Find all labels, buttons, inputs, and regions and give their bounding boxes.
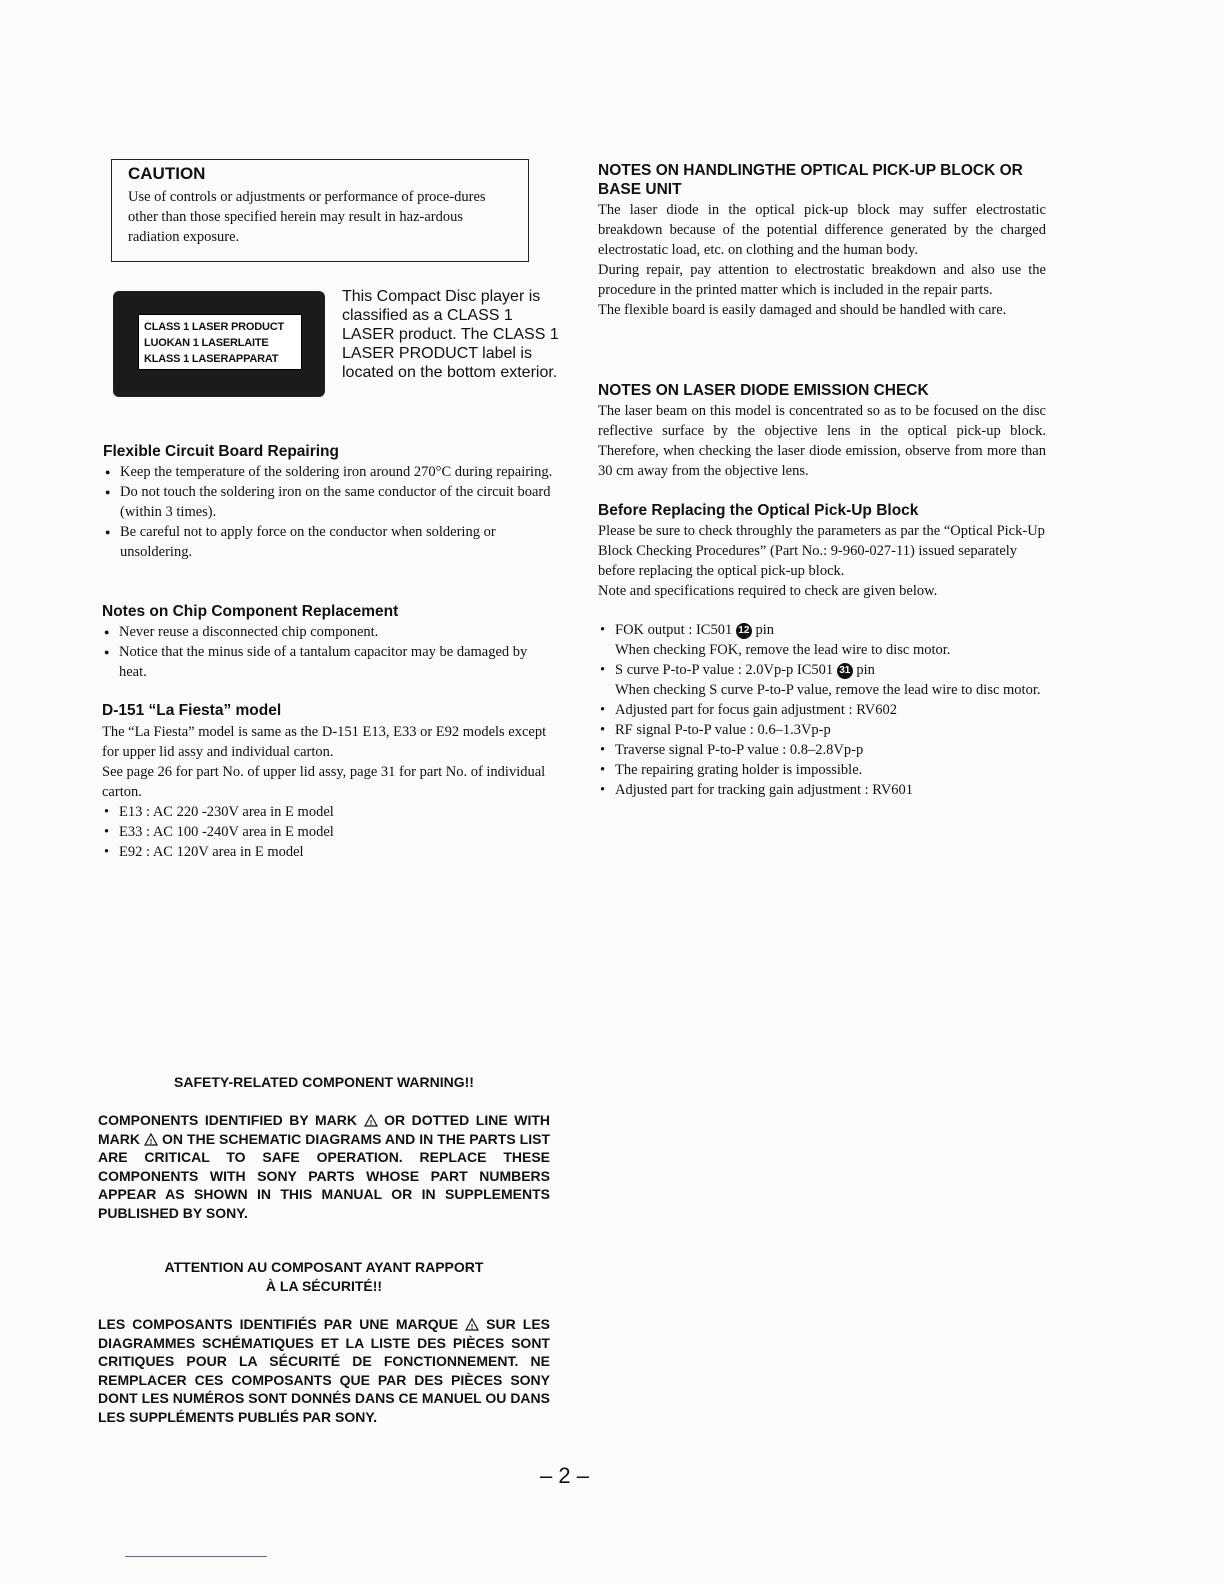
pin-word: pin: [755, 622, 774, 638]
chip-section: [102, 602, 557, 682]
list-item: • The repairing grating holder is impossible.: [598, 760, 1046, 780]
fiesta-heading: D-151 “La Fiesta” model: [102, 702, 282, 719]
caution-box: [111, 159, 529, 262]
replacing-para1: Please be sure to check throughly the parameters as par the “Optical Pick-Up Block Checking Procedures” (Part No.: 9-960-027-11) issued separately before replacing the optical pick-up block.: [598, 523, 1045, 579]
safety-heading: SAFETY-RELATED COMPONENT WARNING!!: [174, 1074, 474, 1090]
fiesta-para2: See page 26 for part No. of upper lid assy, page 31 for part No. of individual carton.: [102, 764, 546, 800]
laser-class-label: [113, 291, 325, 397]
fiesta-para1: The “La Fiesta” model is same as the D-151 E13, E33 or E92 models except for upper lid assy and individual carton.: [102, 724, 547, 760]
attention-text-b: SUR LES DIAGRAMMES SCHÉMATIQUES ET LA LISTE DES PIÈCES SONT CRITIQUES POUR LA SÉCURITÉ DE FONCTIONNEMENT. NE REMPLACER CES COMPOSANTS QUE PAR DES PIÈCES SONY DONT LES NUMÉROS SONT DONNÉS DANS CE MANUEL OU DANS LES SUPPLÉMENTS PUBLIÉS PAR SONY.: [98, 1316, 550, 1425]
page-number: – 2 –: [540, 1463, 589, 1488]
pin-number-badge: 12: [736, 623, 752, 639]
scurve-note: When checking S curve P-to-P value, remove the lead wire to disc motor.: [615, 682, 1041, 698]
svg-text:!: !: [470, 1324, 474, 1331]
attention-heading-line2: À LA SÉCURITÉ!!: [265, 1277, 383, 1294]
laser-label-line: LUOKAN 1 LASERLAITE: [144, 337, 269, 349]
list-item: • Traverse signal P-to-P value : 0.8–2.8Vp-p: [598, 740, 1046, 760]
laser-label-text: [138, 314, 302, 370]
emission-section: [598, 381, 1046, 481]
caution-title: CAUTION: [128, 164, 206, 183]
pin-number-badge: 31: [837, 663, 853, 679]
svg-text:!: !: [369, 1120, 372, 1127]
warning-triangle-icon: [364, 1114, 378, 1127]
scurve-item: [598, 660, 1046, 700]
list-item: ● Never reuse a disconnected chip component.: [102, 622, 557, 642]
flexible-section: [103, 442, 558, 562]
attention-heading: [98, 1258, 550, 1295]
handling-para3: The flexible board is easily damaged and should be handled with care.: [598, 302, 1007, 318]
handling-para1: The laser diode in the optical pick-up block may suffer electrostatic breakdown because of the potential difference generated by the charged electrostatic load, etc. on clothing and the human body.: [598, 202, 1046, 258]
warning-triangle-icon: [144, 1133, 158, 1146]
list-item: ● Be careful not to apply force on the conductor when soldering or unsoldering.: [103, 522, 558, 562]
fok-item: [598, 620, 1046, 660]
attention-text: [98, 1315, 550, 1426]
handling-section: [598, 161, 1046, 320]
replacing-heading: Before Replacing the Optical Pick-Up Block: [598, 502, 919, 519]
pin-word: pin: [856, 662, 875, 678]
emission-text: The laser beam on this model is concentrated so as to be focused on the disc reflective surface by the objective lens in the optical pick-up block. Therefore, when checking the laser diode emission, observe from more than 30 cm away from the objective lens.: [598, 403, 1046, 479]
fok-text: FOK output : IC501: [615, 622, 733, 638]
scurve-text: S curve P-to-P value : 2.0Vp-p IC501: [615, 662, 834, 678]
list-item: • Adjusted part for focus gain adjustment : RV602: [598, 700, 1046, 720]
flexible-heading: Flexible Circuit Board Repairing: [103, 443, 339, 460]
attention-text-a: LES COMPOSANTS IDENTIFIÉS PAR UNE MARQUE: [98, 1316, 459, 1332]
chip-heading: Notes on Chip Component Replacement: [102, 603, 399, 620]
safety-text-a: COMPONENTS IDENTIFIED BY MARK: [98, 1112, 357, 1128]
safety-text: [98, 1111, 550, 1222]
laser-label-line: KLASS 1 LASERAPPARAT: [144, 353, 279, 365]
fiesta-section: [102, 701, 557, 862]
safety-text-b: OR DOTTED LINE WITH MARK: [98, 1112, 550, 1147]
handling-heading: NOTES ON HANDLINGTHE OPTICAL PICK-UP BLOCK OR BASE UNIT: [598, 162, 1023, 198]
fok-note: When checking FOK, remove the lead wire to disc motor.: [615, 642, 951, 658]
laser-label-line: CLASS 1 LASER PRODUCT: [144, 321, 285, 333]
replacing-para2: Note and specifications required to check are given below.: [598, 583, 938, 599]
laser-description: This Compact Disc player is classified as a CLASS 1 LASER product. The CLASS 1 LASER PRODUCT label is located on the bottom exterior.: [342, 288, 559, 381]
svg-text:!: !: [149, 1138, 153, 1146]
caution-text: Use of controls or adjustments or performance of proce-dures other than those specified herein may result in haz-ardous radiation exposure.: [128, 189, 486, 245]
list-item: ● Notice that the minus side of a tantalum capacitor may be damaged by heat.: [102, 642, 557, 682]
list-item: ● Keep the temperature of the soldering iron around 270°C during repairing.: [103, 462, 558, 482]
emission-heading: NOTES ON LASER DIODE EMISSION CHECK: [598, 382, 929, 399]
list-item: ● Do not touch the soldering iron on the same conductor of the circuit board (within 3 times).: [103, 482, 558, 522]
list-item: • RF signal P-to-P value : 0.6–1.3Vp-p: [598, 720, 1046, 740]
list-item: • Adjusted part for tracking gain adjustment : RV601: [598, 780, 1046, 800]
attention-heading-line1: ATTENTION AU COMPOSANT AYANT RAPPORT: [164, 1259, 484, 1275]
list-item: • E33 : AC 100 -240V area in E model: [102, 822, 557, 842]
handling-para2: During repair, pay attention to electrostatic breakdown and also use the procedure in the printed matter which is included in the repair parts.: [598, 262, 1046, 298]
list-item: • E92 : AC 120V area in E model: [102, 842, 557, 862]
safety-text-c: ON THE SCHEMATIC DIAGRAMS AND IN THE PARTS LIST ARE CRITICAL TO SAFE OPERATION. REPLACE THESE COMPONENTS WITH SONY PARTS WHOSE PART NUMBERS APPEAR AS SHOWN IN THIS MANUAL OR IN SUPPLEMENTS PUBLISHED BY SONY.: [98, 1130, 551, 1221]
replacing-section: [598, 501, 1046, 800]
divider-line: [125, 1556, 267, 1557]
list-item: • E13 : AC 220 -230V area in E model: [102, 802, 557, 822]
warning-triangle-icon: [465, 1318, 479, 1331]
